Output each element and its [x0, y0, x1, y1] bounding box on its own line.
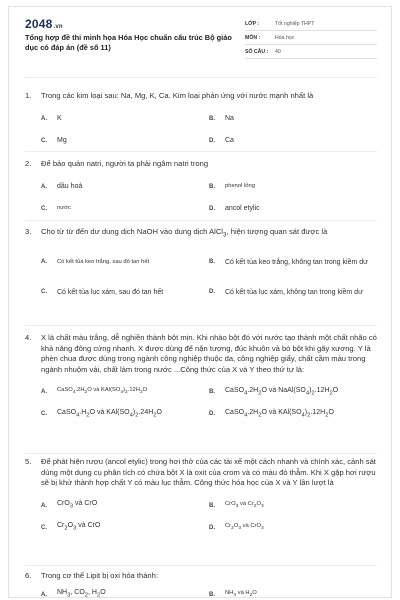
- question-divider: [25, 565, 377, 566]
- question-text: Để bảo quản natri, người ta phải ngâm natri trong: [41, 159, 209, 168]
- option-d[interactable]: D. Ca: [209, 137, 234, 144]
- question-text: Trong cơ thể Lipit bị oxi hóa thành:: [41, 571, 158, 580]
- question-5: [25, 457, 377, 539]
- option-a[interactable]: A. K: [41, 115, 62, 122]
- option-c[interactable]: C. $Cr_2O_3$ và CrO: [41, 522, 101, 532]
- header-divider: [25, 77, 377, 78]
- question-number: 5.: [25, 457, 32, 466]
- question-number: 3.: [25, 227, 32, 236]
- option-d[interactable]: D. $Cr_2O_3$ và CrO$_3$: [209, 522, 264, 532]
- option-d[interactable]: D. Có kết tủa lục xám, không tan trong kiềm dư: [209, 288, 363, 296]
- meta-question-count: SỐ CÂU : 40: [245, 45, 377, 59]
- option-b[interactable]: B. Na: [209, 115, 234, 122]
- option-b[interactable]: B. Có kết tủa keo trắng, không tan trong kiềm dư: [209, 258, 368, 266]
- question-text: Cho từ từ đến dư dung dịch NaOH vào dung dịch AlCl$_3$, hiện tượng quan sát được là: [41, 227, 328, 239]
- document-meta: [245, 17, 377, 59]
- option-b[interactable]: B. phenol lỏng: [209, 183, 255, 190]
- option-a[interactable]: A. dầu hoả: [41, 183, 83, 190]
- question-text: Trong các kim loại sau: Na, Mg, K, Ca. Kim loại phản ứng với nước mạnh nhất là: [41, 91, 314, 100]
- option-c[interactable]: C. $CaSO_4.H_2O$ và $KAl(SO_4)_2.24H_2O$: [41, 408, 162, 419]
- question-number: 4.: [25, 333, 32, 342]
- question-2: [25, 159, 377, 220]
- meta-subject: MÔN : Hóa học: [245, 31, 377, 45]
- question-text: Để phát hiện rượu (ancol etylic) trong hơi thở của các tài xế một cách nhanh và chính xác, cảnh sát dùng một dụng cụ phân tích có chứa bột X là oxit của crom và có màu đỏ thẫm. Khi X gặp hơi rượu sẽ bị khử thành hợp chất Y có màu lục thẫm. Công thức hóa học của X và Y lần lượt là: [41, 457, 376, 487]
- question-number: 6.: [25, 571, 32, 580]
- option-c[interactable]: C. Có kết tủa lục xám, sau đó tan hết: [41, 288, 164, 296]
- question-number: 1.: [25, 91, 32, 100]
- document-header: [25, 15, 377, 71]
- document-title: Tổng hợp đề thi minh họa Hóa Học chuẩn cấu trúc Bộ giáo dục có đáp án (đề số 11): [25, 33, 232, 52]
- question-1: [25, 91, 377, 152]
- option-a[interactable]: A. Có kết tủa keo trắng, sau đó tan hết: [41, 258, 150, 266]
- option-c[interactable]: C. nước: [41, 205, 71, 212]
- meta-grade: LỚP : Tốt nghiệp THPT: [245, 17, 377, 31]
- option-d[interactable]: D. $CaSO_4.2H_2O$ và $KAl(SO_4)_2.12H_2O$: [209, 408, 334, 419]
- option-a[interactable]: A. $CaSO_4.2H_2O$ và $KAl(SO_4)_2.12H_2O$: [41, 387, 148, 396]
- option-a[interactable]: A. CrO$_3$ và CrO: [41, 500, 98, 510]
- question-divider: [25, 151, 377, 152]
- option-b[interactable]: B. CrO$_3$ và $Cr_2O_3$: [209, 500, 264, 510]
- option-b[interactable]: B. $CaSO_4.2H_2O$ và $NaAl(SO_4)_2.12H_2O$: [209, 386, 339, 397]
- question-divider: [25, 220, 377, 221]
- document-page: [8, 6, 392, 598]
- question-divider: [25, 453, 377, 454]
- option-b[interactable]: B. $NH_3$ và $H_2O$: [209, 589, 257, 598]
- option-d[interactable]: D. ancol etylic: [209, 205, 260, 212]
- question-number: 2.: [25, 159, 32, 168]
- question-6: [25, 571, 377, 598]
- option-c[interactable]: C. Mg: [41, 137, 67, 144]
- question-3: [25, 227, 377, 307]
- question-text: X là chất màu trắng, dễ nghiền thành bột mịn. Khi nhào bột đó với nước tạo thành một chất nhão có khả năng đông cứng nhanh. X được dùng để nặn tượng, đúc khuôn và bó bột khi gãy xương. Y là phèn chua được dùng trong ngành công nghiệp thuộc da, công nghiệp giấy, chất cầm màu trong ngành nhuộm vải, chất làm trong nước ...Công thức của X và Y theo thứ tự là:: [41, 333, 377, 374]
- question-divider: [25, 325, 377, 326]
- site-logo[interactable]: 2048.vn: [25, 17, 63, 31]
- option-a[interactable]: A. $NH_3$, $CO_2$, $H_2O$: [41, 589, 106, 598]
- question-4: [25, 333, 377, 425]
